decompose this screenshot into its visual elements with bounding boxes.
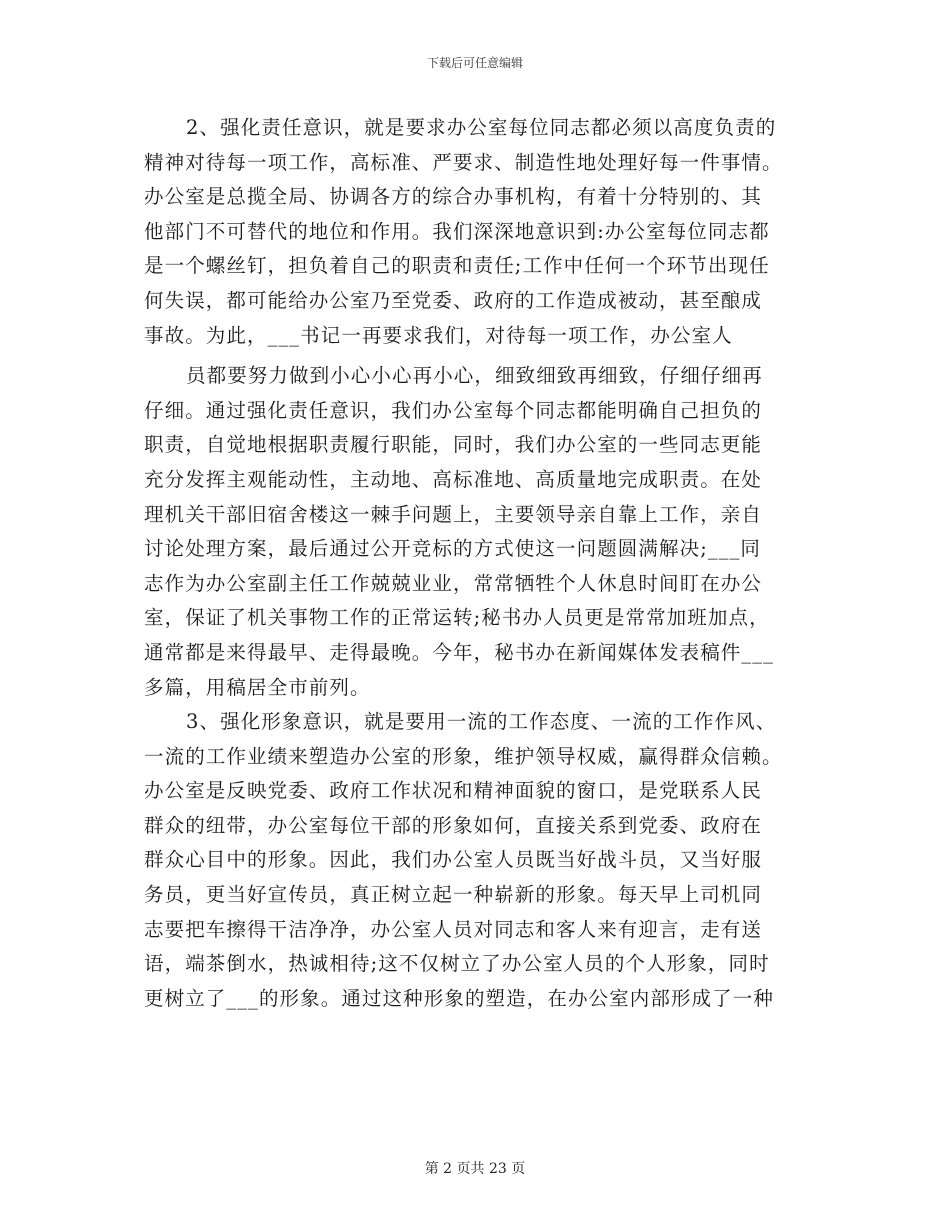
paragraph-line: 员都要努力做到小心小心再小心，细致细致再细致，仔细仔细再 (186, 364, 763, 388)
paragraph-line: 职责，自觉地根据职责履行职能，同时，我们办公室的一些同志更能 (144, 433, 763, 457)
page-header: 下载后可任意编辑 (426, 56, 523, 70)
paragraph-line: 理机关干部旧宿舍楼这一棘手问题上，主要领导亲自靠上工作，亲自 (144, 502, 763, 526)
paragraph-line: 仔细。通过强化责任意识，我们办公室每个同志都能明确自己担负的 (144, 398, 763, 422)
paragraph-line: 何失误，都可能给办公室乃至党委、政府的工作造成被动，甚至酿成 (144, 288, 763, 312)
paragraph-line: 事故。为此，___书记一再要求我们，对待每一项工作，办公室人 (144, 323, 733, 347)
paragraph-line: 群众的纽带，办公室每位干部的形象如何，直接关系到党委、政府在 (144, 813, 763, 837)
paragraph-line: 是一个螺丝钉，担负着自己的职责和责任;工作中任何一个环节出现任 (144, 254, 770, 278)
page-footer: 第 2 页共 23 页 (424, 1161, 526, 1177)
paragraph-line: 通常都是来得最早、走得最晚。今年，秘书办在新闻媒体发表稿件___ (144, 640, 774, 664)
paragraph-line: 办公室是总揽全局、协调各方的综合办事机构，有着十分特别的、其 (144, 185, 763, 209)
paragraph-line: 讨论处理方案，最后通过公开竞标的方式使这一问题圆满解决;___同 (144, 537, 762, 561)
paragraph-line: 一流的工作业绩来塑造办公室的形象，维护领导权威，赢得群众信赖。 (144, 744, 783, 768)
paragraph-line: 志作为办公室副主任工作兢兢业业，常常牺牲个人休息时间盯在办公 (144, 571, 763, 595)
body-text (144, 111, 812, 1016)
paragraph-line: 办公室是反映党委、政府工作状况和精神面貌的窗口，是党联系人民 (144, 779, 763, 803)
paragraph-line: 群众心目中的形象。因此，我们办公室人员既当好战斗员，又当好服 (144, 848, 763, 872)
paragraph-line: 志要把车擦得干洁净净，办公室人员对同志和客人来有迎言，走有送 (144, 917, 763, 941)
paragraph-line: 务员，更当好宣传员，真正树立起一种崭新的形象。每天早上司机同 (144, 883, 763, 907)
paragraph-line: 2、强化责任意识，就是要求办公室每位同志都必须以高度负责的 (186, 116, 777, 139)
paragraph-line: 精神对待每一项工作，高标准、严要求、制造性地处理好每一件事情。 (144, 150, 783, 174)
paragraph-line: 更树立了___的形象。通过这种形象的塑造，在办公室内部形成了一种 (144, 986, 774, 1010)
paragraph-line: 语，端茶倒水，热诚相待;这不仅树立了办公室人员的个人形象，同时 (144, 952, 770, 976)
paragraph-line: 他部门不可替代的地位和作用。我们深深地意识到:办公室每位同志都 (144, 219, 770, 243)
paragraph-line: 多篇，用稿居全市前列。 (144, 675, 371, 699)
paragraph-line: 充分发挥主观能动性，主动地、高标准地、高质量地完成职责。在处 (144, 467, 763, 491)
paragraph-line: 3、强化形象意识，就是要用一流的工作态度、一流的工作作风、 (186, 710, 777, 734)
paragraph-line: 室，保证了机关事物工作的正常运转;秘书办人员更是常常加班加点， (144, 606, 770, 630)
